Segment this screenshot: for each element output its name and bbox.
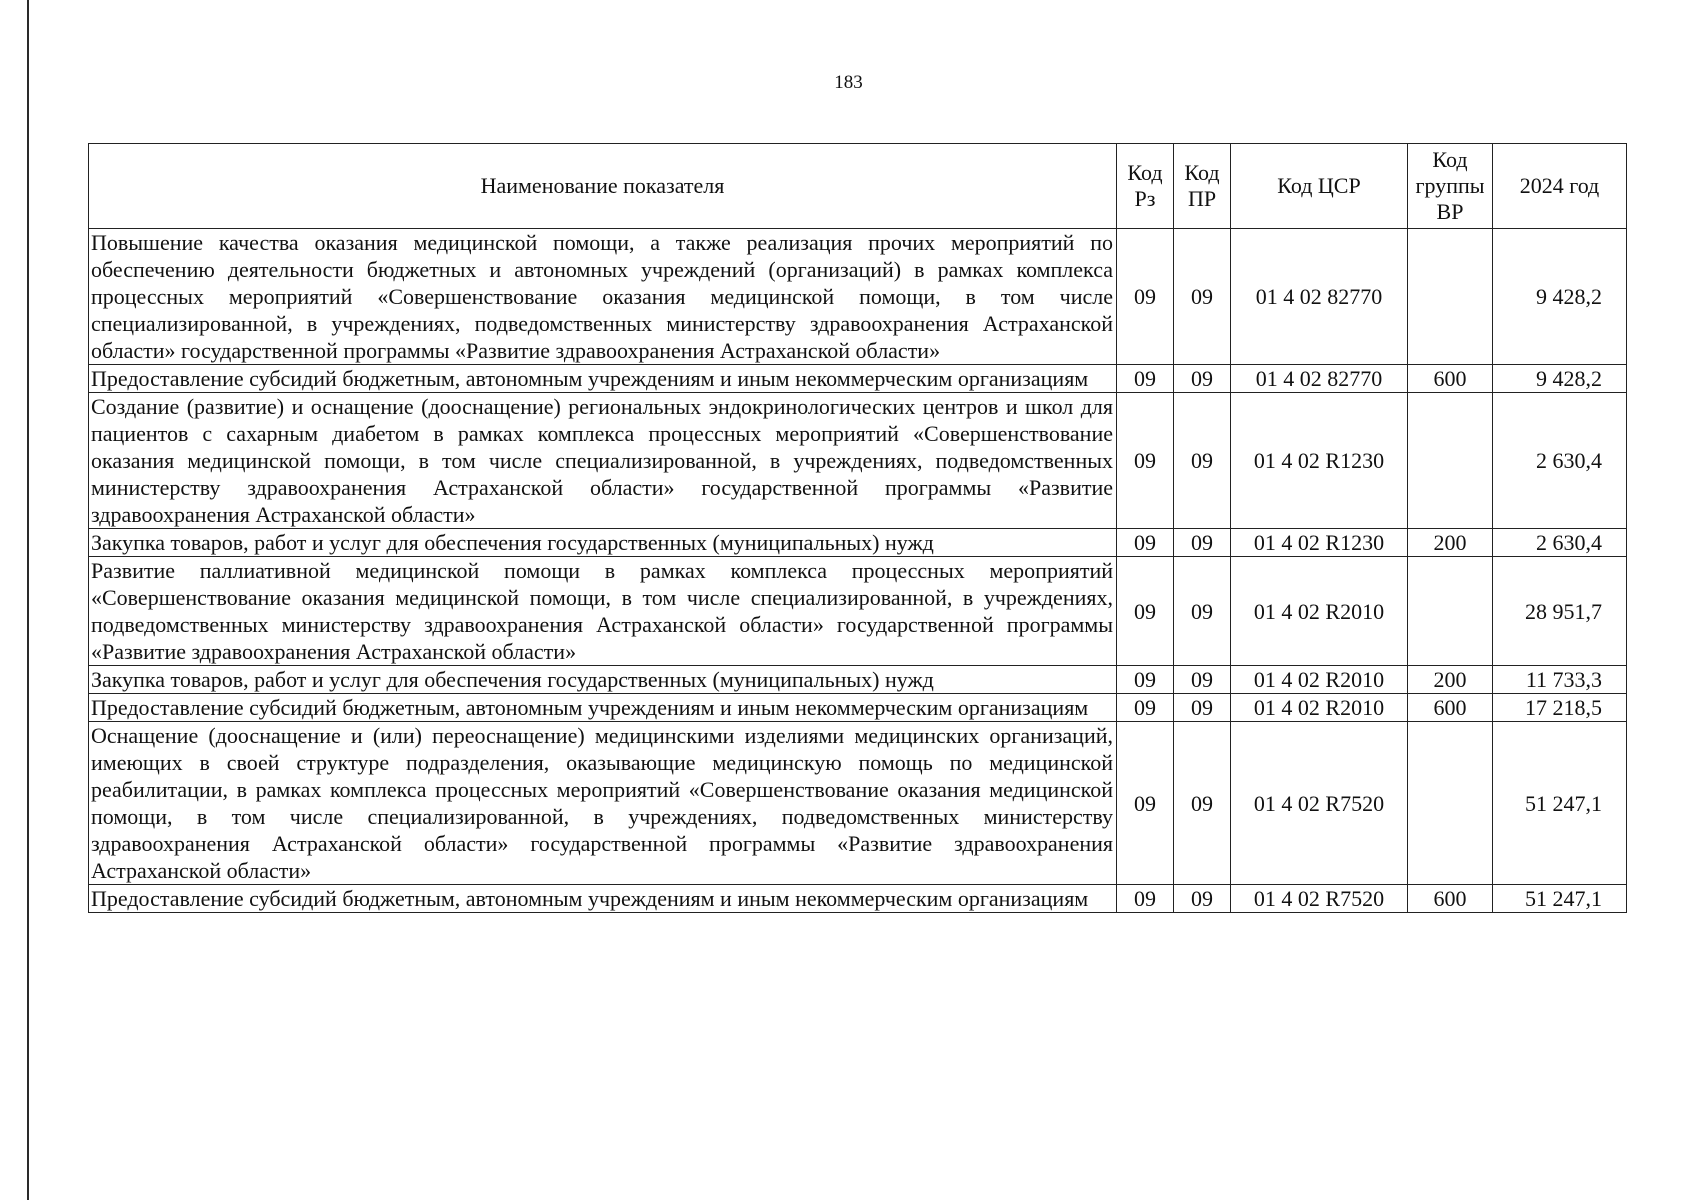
- row-csr: 01 4 02 R1230: [1231, 529, 1408, 557]
- row-amount: 28 951,7: [1493, 557, 1627, 666]
- row-csr: 01 4 02 82770: [1231, 365, 1408, 393]
- row-vr: [1408, 393, 1493, 529]
- header-name: Наименование показателя: [89, 144, 1117, 229]
- row-amount: 9 428,2: [1493, 365, 1627, 393]
- row-amount: 2 630,4: [1493, 393, 1627, 529]
- table-row: [89, 365, 1627, 393]
- table-row: [89, 529, 1627, 557]
- row-vr: 200: [1408, 666, 1493, 694]
- row-name: Предоставление субсидий бюджетным, автономным учреждениям и иным некоммерческим организациям: [89, 694, 1117, 722]
- row-name: Закупка товаров, работ и услуг для обеспечения государственных (муниципальных) нужд: [89, 666, 1117, 694]
- row-name: Закупка товаров, работ и услуг для обеспечения государственных (муниципальных) нужд: [89, 529, 1117, 557]
- row-pr: 09: [1174, 393, 1231, 529]
- header-rz: Код Рз: [1117, 144, 1174, 229]
- row-csr: 01 4 02 82770: [1231, 229, 1408, 365]
- row-pr: 09: [1174, 229, 1231, 365]
- row-rz: 09: [1117, 229, 1174, 365]
- budget-table: [88, 143, 1627, 913]
- table-row: [89, 666, 1627, 694]
- table-row: [89, 694, 1627, 722]
- row-name: Предоставление субсидий бюджетным, автономным учреждениям и иным некоммерческим организациям: [89, 365, 1117, 393]
- table-row: [89, 393, 1627, 529]
- row-pr: 09: [1174, 722, 1231, 885]
- row-csr: 01 4 02 R7520: [1231, 885, 1408, 913]
- row-pr: 09: [1174, 694, 1231, 722]
- row-amount: 17 218,5: [1493, 694, 1627, 722]
- row-amount: 51 247,1: [1493, 722, 1627, 885]
- row-vr: 600: [1408, 365, 1493, 393]
- row-name: Повышение качества оказания медицинской помощи, а также реализация прочих мероприятий по обеспечению деятельности бюджетных и автономных учреждений (организаций) в рамках комплекса процессных мероприятий «Совершенствование оказания медицинской помощи, в том числе специализированной, в учреждениях, подведомственных министерству здравоохранения Астраханской области» государственной программы «Развитие здравоохранения Астраханской области»: [89, 229, 1117, 365]
- row-pr: 09: [1174, 666, 1231, 694]
- row-rz: 09: [1117, 393, 1174, 529]
- page-number: 183: [834, 72, 863, 93]
- row-csr: 01 4 02 R2010: [1231, 694, 1408, 722]
- row-csr: 01 4 02 R2010: [1231, 557, 1408, 666]
- table-row: [89, 722, 1627, 885]
- row-vr: [1408, 557, 1493, 666]
- row-rz: 09: [1117, 666, 1174, 694]
- row-name: Развитие паллиативной медицинской помощи в рамках комплекса процессных мероприятий «Совершенствование оказания медицинской помощи, в том числе специализированной, в учреждениях, подведомственных министерству здравоохранения Астраханской области» государственной программы «Развитие здравоохранения Астраханской области»: [89, 557, 1117, 666]
- header-year: 2024 год: [1493, 144, 1627, 229]
- row-vr: 200: [1408, 529, 1493, 557]
- row-csr: 01 4 02 R2010: [1231, 666, 1408, 694]
- row-vr: 600: [1408, 694, 1493, 722]
- row-rz: 09: [1117, 722, 1174, 885]
- row-amount: 2 630,4: [1493, 529, 1627, 557]
- table-body: [89, 229, 1627, 913]
- row-pr: 09: [1174, 557, 1231, 666]
- row-amount: 51 247,1: [1493, 885, 1627, 913]
- table-row: [89, 885, 1627, 913]
- row-vr: [1408, 229, 1493, 365]
- header-pr: Код ПР: [1174, 144, 1231, 229]
- row-rz: 09: [1117, 885, 1174, 913]
- row-amount: 9 428,2: [1493, 229, 1627, 365]
- row-vr: 600: [1408, 885, 1493, 913]
- header-vr: Код группы ВР: [1408, 144, 1493, 229]
- binding-edge-line: [27, 0, 29, 1200]
- row-pr: 09: [1174, 529, 1231, 557]
- row-rz: 09: [1117, 694, 1174, 722]
- row-name: Предоставление субсидий бюджетным, автономным учреждениям и иным некоммерческим организациям: [89, 885, 1117, 913]
- row-name: Создание (развитие) и оснащение (дооснащение) региональных эндокринологических центров и школ для пациентов с сахарным диабетом в рамках комплекса процессных мероприятий «Совершенствование оказания медицинской помощи, в том числе специализированной, в учреждениях, подведомственных министерству здравоохранения Астраханской области» государственной программы «Развитие здравоохранения Астраханской области»: [89, 393, 1117, 529]
- header-csr: Код ЦСР: [1231, 144, 1408, 229]
- row-rz: 09: [1117, 529, 1174, 557]
- row-csr: 01 4 02 R7520: [1231, 722, 1408, 885]
- row-amount: 11 733,3: [1493, 666, 1627, 694]
- row-pr: 09: [1174, 885, 1231, 913]
- row-vr: [1408, 722, 1493, 885]
- table-row: [89, 557, 1627, 666]
- row-rz: 09: [1117, 365, 1174, 393]
- row-rz: 09: [1117, 557, 1174, 666]
- row-name: Оснащение (дооснащение и (или) переоснащение) медицинскими изделиями медицинских организаций, имеющих в своей структуре подразделения, оказывающие медицинскую помощь по медицинской реабилитации, в рамках комплекса процессных мероприятий «Совершенствование оказания медицинской помощи, в том числе специализированной, в учреждениях, подведомственных министерству здравоохранения Астраханской области» государственной программы «Развитие здравоохранения Астраханской области»: [89, 722, 1117, 885]
- row-pr: 09: [1174, 365, 1231, 393]
- table-row: [89, 229, 1627, 365]
- row-csr: 01 4 02 R1230: [1231, 393, 1408, 529]
- table-header-row: [89, 144, 1627, 229]
